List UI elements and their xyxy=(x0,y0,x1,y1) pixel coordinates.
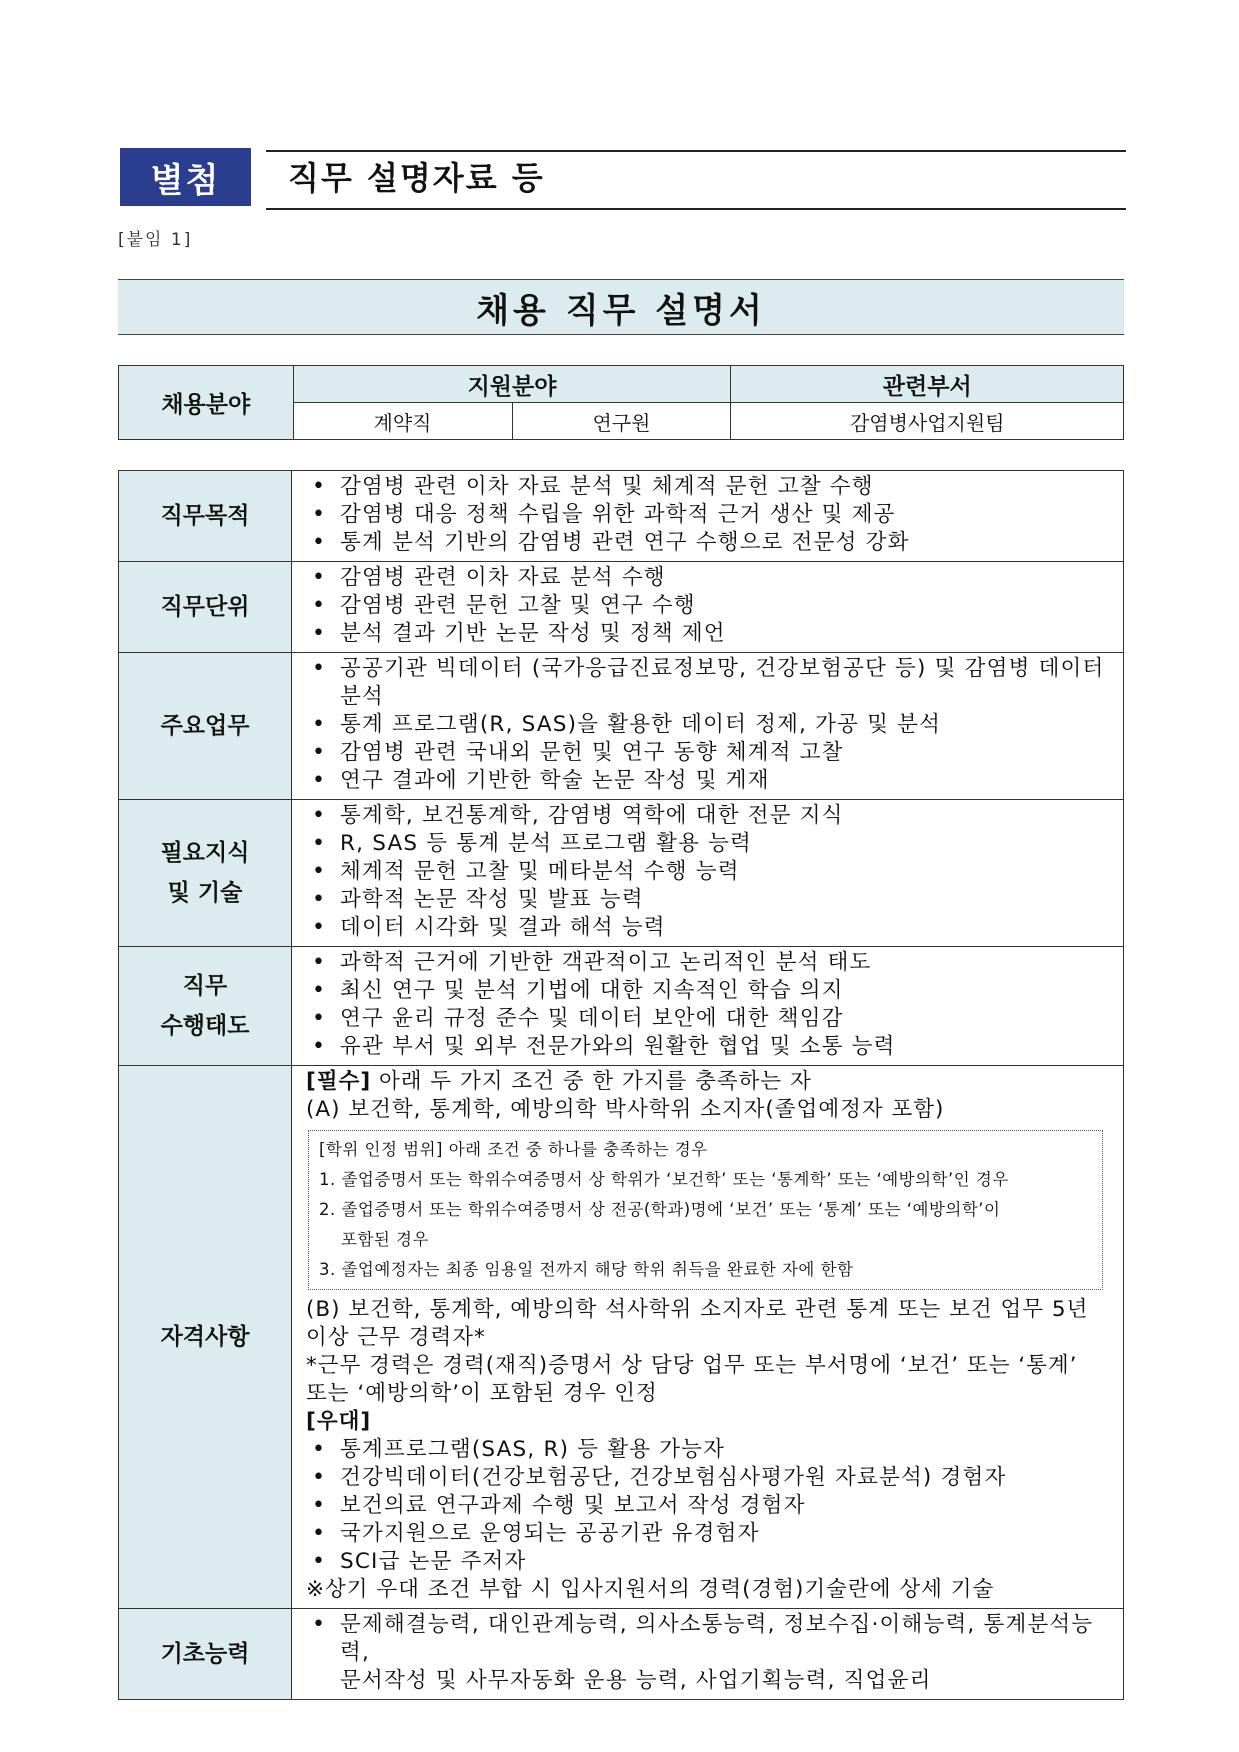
list-item: • 통계 분석 기반의 감염병 관련 연구 수행으로 전문성 강화 xyxy=(306,529,1113,557)
list-item: • 최신 연구 및 분석 기법에 대한 지속적인 학습 의지 xyxy=(306,977,1113,1005)
skills-label-line1: 필요지식 xyxy=(160,840,250,866)
tasks-cell xyxy=(292,653,1124,800)
field-table xyxy=(118,365,1124,440)
skills-label xyxy=(119,800,292,947)
list-item: • 데이터 시각화 및 결과 해석 능력 xyxy=(306,914,1113,942)
list-item: • 감염병 관련 이차 자료 분석 수행 xyxy=(306,564,1113,592)
table-row xyxy=(119,1609,1124,1700)
list-item: • 분석 결과 기반 논문 작성 및 정책 제언 xyxy=(306,620,1113,648)
degree-criterion: 2. 졸업증명서 또는 학위수여증명서 상 전공(학과)명에 ‘보건’ 또는 ‘통계’ 또는 ‘예방의학’이 xyxy=(319,1200,1001,1219)
required-tag: [필수] xyxy=(306,1069,372,1094)
list-item: • 과학적 논문 작성 및 발표 능력 xyxy=(306,886,1113,914)
purpose-cell xyxy=(292,471,1124,562)
list-item: • 감염병 관련 국내외 문헌 및 연구 동향 체계적 고찰 xyxy=(306,739,1113,767)
required-text: 아래 두 가지 조건 중 한 가지를 충족하는 자 xyxy=(371,1069,812,1094)
list-item: • 통계프로그램(SAS, R) 등 활용 가능자 xyxy=(306,1436,1113,1464)
skills-label-line2: 및 기술 xyxy=(167,880,243,906)
support-field-header: 지원분야 xyxy=(293,366,731,403)
degree-criterion: 3. 졸업예정자는 최종 임용일 전까지 해당 학위 취득을 완료한 자에 한함 xyxy=(319,1260,854,1279)
department-cell: 감염병사업지원팀 xyxy=(731,403,1124,440)
table-row xyxy=(119,653,1124,800)
doc-title: 채용 직무 설명서 xyxy=(476,290,766,331)
employment-type-cell: 계약직 xyxy=(293,403,512,440)
experience-note-line1: *근무 경력은 경력(재직)증명서 상 담당 업무 또는 부서명에 ‘보건’ 또는 ‘통계’ xyxy=(306,1353,1078,1378)
degree-criterion-cont: 포함된 경우 xyxy=(341,1230,429,1249)
table-row xyxy=(119,1066,1124,1609)
degree-criteria-box xyxy=(308,1130,1103,1290)
list-item: • 유관 부서 및 외부 전문가와의 원활한 협업 및 소통 능력 xyxy=(306,1033,1113,1061)
position-cell: 연구원 xyxy=(512,403,731,440)
option-b-line2: 이상 근무 경력자* xyxy=(306,1325,486,1350)
degree-criterion: 1. 졸업증명서 또는 학위수여증명서 상 학위가 ‘보건학’ 또는 ‘통계학’ 또는 ‘예방의학’인 경우 xyxy=(319,1170,1009,1189)
option-b-line1: (B) 보건학, 통계학, 예방의학 석사학위 소지자로 관련 통계 또는 보건 업무 5년 xyxy=(306,1297,1089,1322)
field-category-label: 채용분야 xyxy=(119,366,294,440)
preferred-tag: [우대] xyxy=(306,1409,372,1434)
job-description-table xyxy=(118,470,1124,1700)
preferred-note: ※상기 우대 조건 부합 시 입사지원서의 경력(경험)기술란에 상세 기술 xyxy=(306,1577,995,1602)
list-item: • 체계적 문헌 고찰 및 메타분석 수행 능력 xyxy=(306,858,1113,886)
list-item: • 보건의료 연구과제 수행 및 보고서 작성 경험자 xyxy=(306,1492,1113,1520)
list-item: • SCI급 논문 주저자 xyxy=(306,1548,1113,1576)
unit-cell xyxy=(292,562,1124,653)
unit-label: 직무단위 xyxy=(119,562,292,653)
purpose-label: 직무목적 xyxy=(119,471,292,562)
skills-cell xyxy=(292,800,1124,947)
basic-ability-cell xyxy=(292,1609,1124,1700)
experience-note-line2: 또는 ‘예방의학’이 포함된 경우 인정 xyxy=(306,1381,658,1406)
list-item: • 과학적 근거에 기반한 객관적이고 논리적인 분석 태도 xyxy=(306,949,1113,977)
list-item: • 연구 결과에 기반한 학술 논문 작성 및 게재 xyxy=(306,767,1113,795)
option-a: (A) 보건학, 통계학, 예방의학 박사학위 소지자(졸업예정자 포함) xyxy=(306,1097,945,1122)
attitude-label xyxy=(119,947,292,1066)
basic-ability-line1: 문제해결능력, 대인관계능력, 의사소통능력, 정보수집·이해능력, 통계분석능력, xyxy=(340,1612,1094,1665)
list-item: • 연구 윤리 규정 준수 및 데이터 보안에 대한 책임감 xyxy=(306,1005,1113,1033)
degree-box-title: [학위 인정 범위] 아래 조건 중 하나를 충족하는 경우 xyxy=(319,1140,708,1159)
attitude-label-line2: 수행태도 xyxy=(160,1013,250,1039)
qualifications-cell xyxy=(292,1066,1124,1609)
doc-title-banner xyxy=(118,279,1124,335)
list-item: • 건강빅데이터(건강보험공단, 건강보험심사평가원 자료분석) 경험자 xyxy=(306,1464,1113,1492)
table-row xyxy=(119,800,1124,947)
attachment-label: [붙임 1] xyxy=(118,230,193,250)
table-row xyxy=(119,947,1124,1066)
attitude-cell xyxy=(292,947,1124,1066)
annex-badge: 별첨 xyxy=(120,148,251,206)
list-item: • 감염병 관련 이차 자료 분석 및 체계적 문헌 고찰 수행 xyxy=(306,473,1113,501)
department-header: 관련부서 xyxy=(731,366,1124,403)
attitude-label-line1: 직무 xyxy=(182,973,228,999)
list-item: • 통계 프로그램(R, SAS)을 활용한 데이터 정제, 가공 및 분석 xyxy=(306,711,1113,739)
list-item: • 공공기관 빅데이터 (국가응급진료정보망, 건강보험공단 등) 및 감염병 데이터 분석 xyxy=(306,655,1113,711)
list-item: • 통계학, 보건통계학, 감염병 역학에 대한 전문 지식 xyxy=(306,802,1113,830)
qualifications-label: 자격사항 xyxy=(119,1066,292,1609)
list-item: • 감염병 관련 문헌 고찰 및 연구 수행 xyxy=(306,592,1113,620)
table-row xyxy=(119,562,1124,653)
table-row xyxy=(119,471,1124,562)
basic-ability-label: 기초능력 xyxy=(119,1609,292,1700)
list-item: • 감염병 대응 정책 수립을 위한 과학적 근거 생산 및 제공 xyxy=(306,501,1113,529)
tasks-label: 주요업무 xyxy=(119,653,292,800)
list-item xyxy=(306,1611,1113,1695)
basic-ability-line2: 문서작성 및 사무자동화 운용 능력, 사업기획능력, 직업윤리 xyxy=(340,1668,932,1693)
headline: 직무 설명자료 등 xyxy=(288,159,545,197)
list-item: • 국가지원으로 운영되는 공공기관 유경험자 xyxy=(306,1520,1113,1548)
list-item: • R, SAS 등 통계 분석 프로그램 활용 능력 xyxy=(306,830,1113,858)
